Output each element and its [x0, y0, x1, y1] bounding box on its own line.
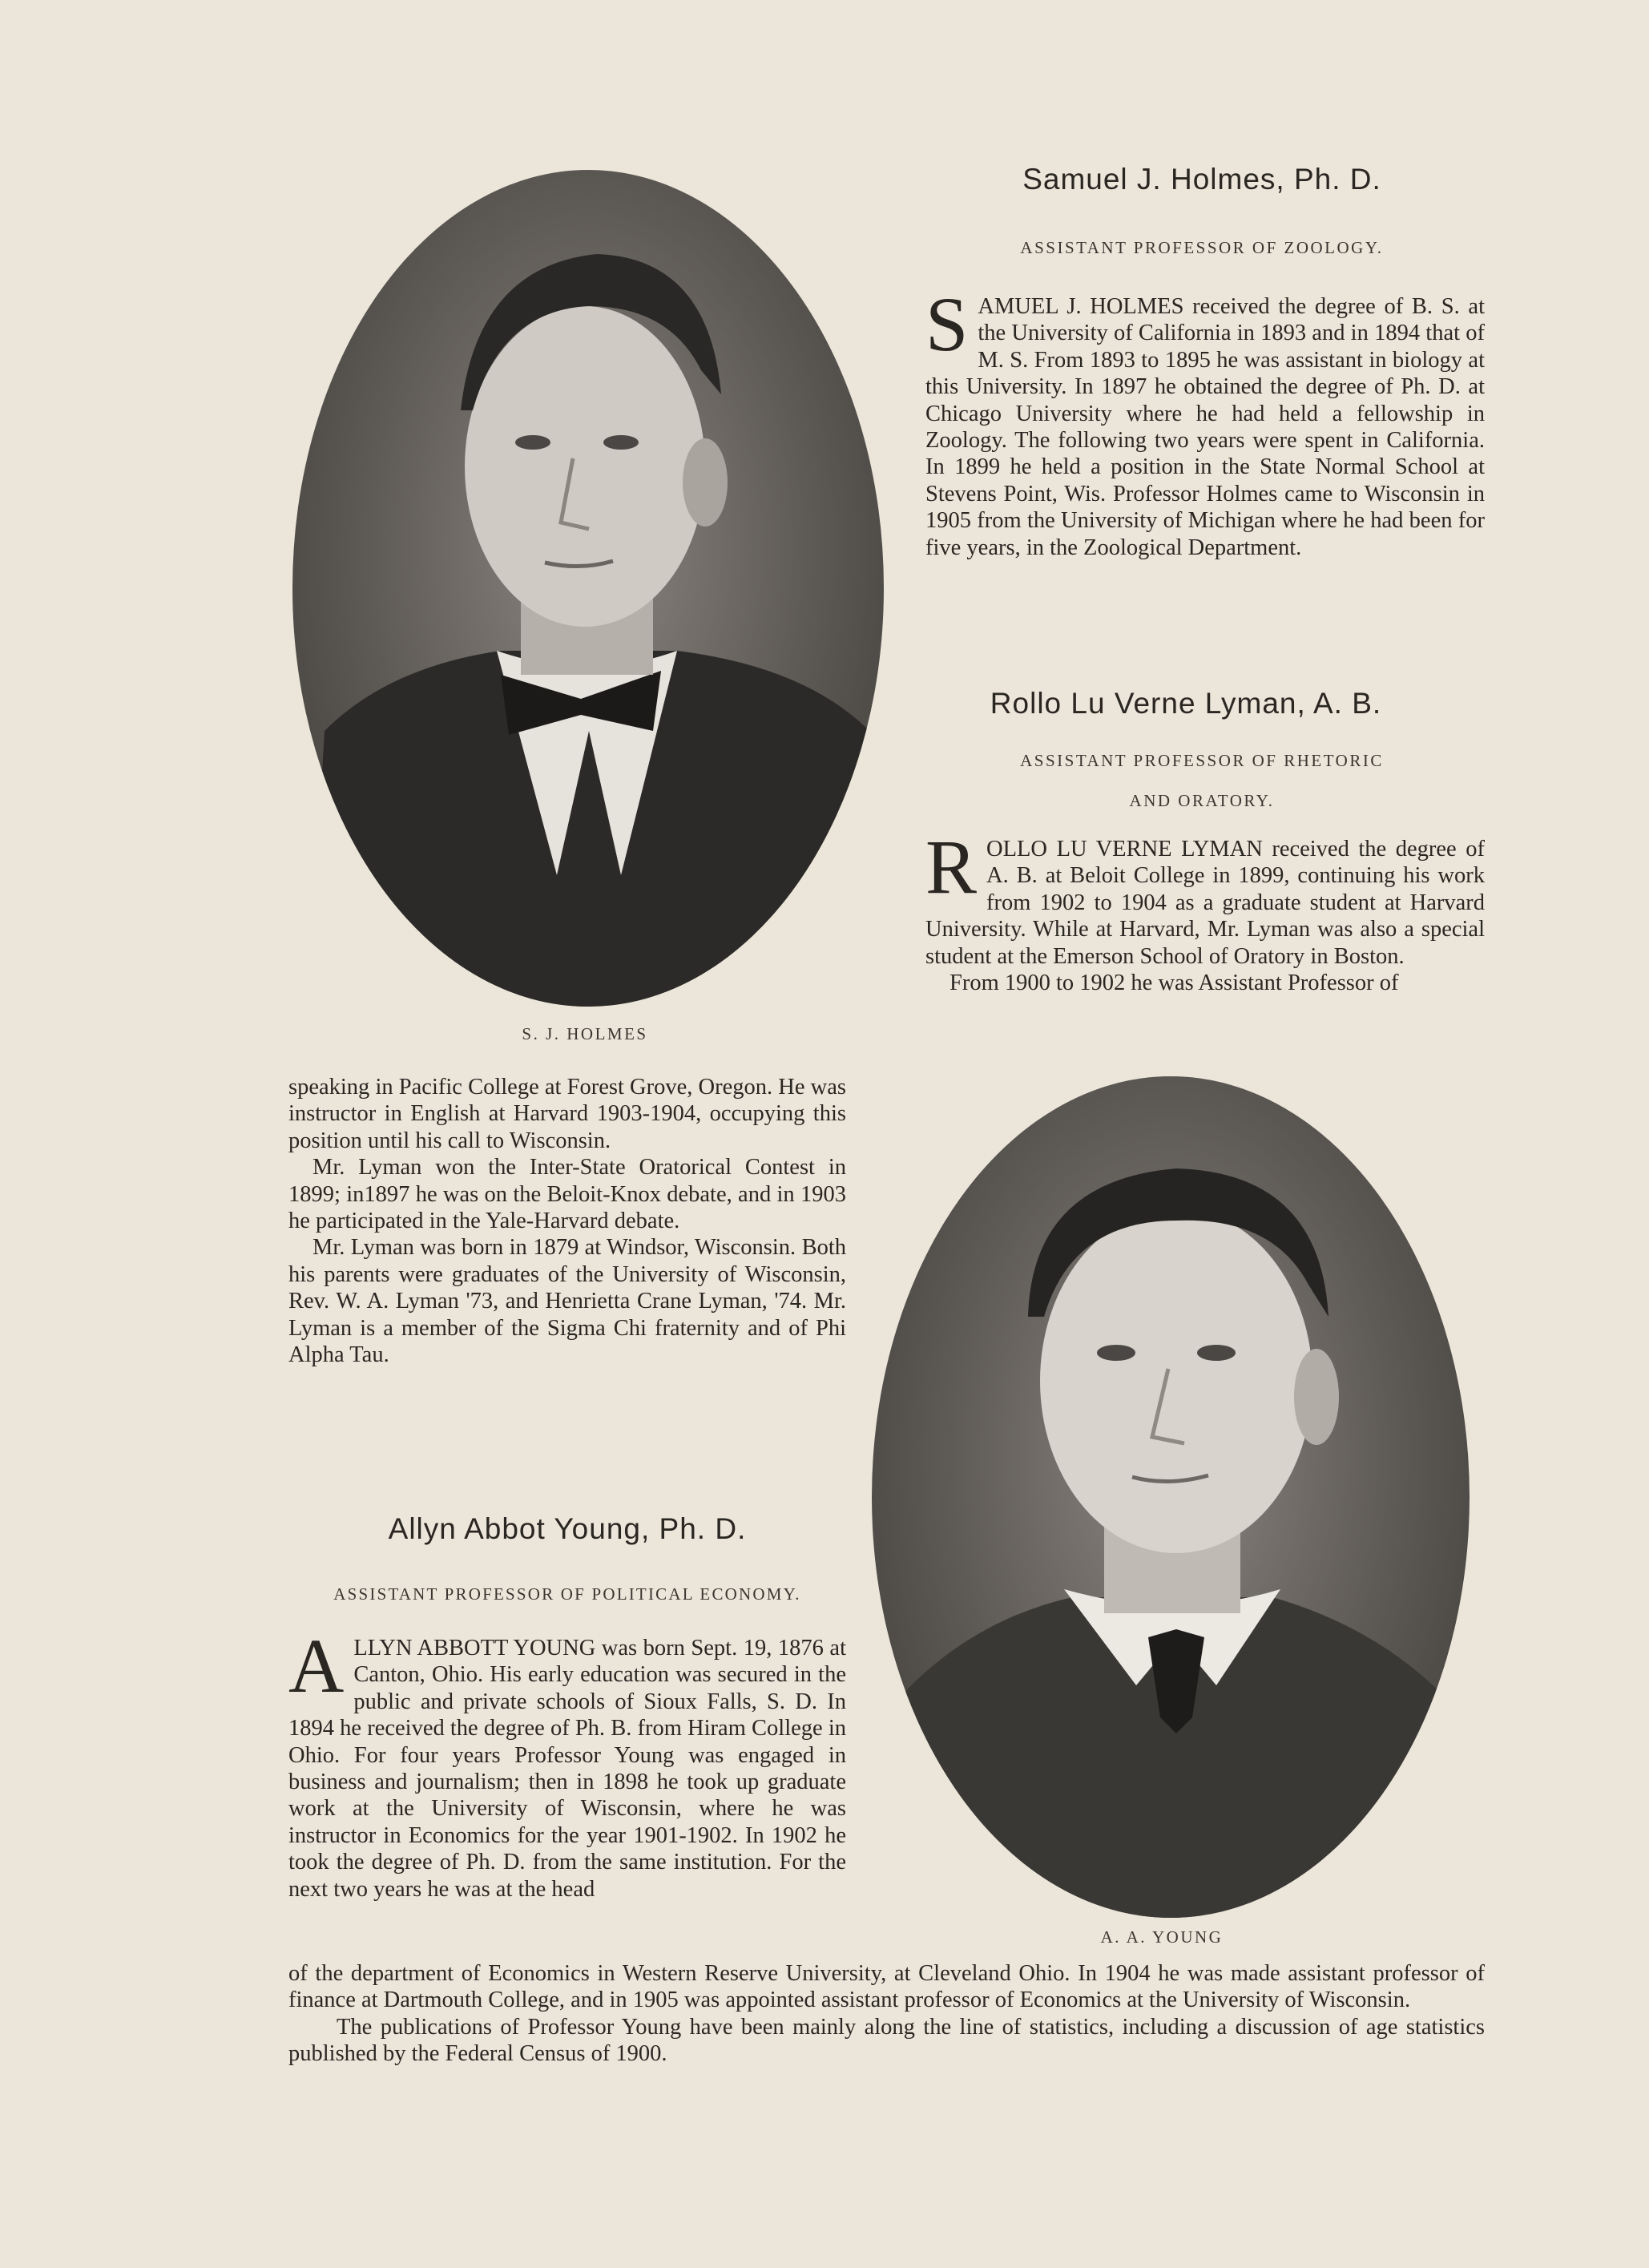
dropcap-lyman: R	[925, 824, 978, 910]
dropcap-holmes: S	[925, 281, 969, 367]
portrait-holmes-figure	[292, 170, 884, 1007]
paragraph-lyman-2: From 1900 to 1902 he was Assistant Professor of	[949, 971, 1399, 996]
portrait-young	[872, 1076, 1470, 1918]
paragraph-young-2: of the department of Economics in Western Reserve University, at Cleveland Ohio. In 1904 he was made assistant professor of finance at Dartmouth College, and in 1905 was appointed assistant professor of Economics at the University of Wisconsin.	[288, 1961, 1485, 2013]
text-lyman-1: OLLO LU VERNE LYMAN received the degree of A. B. at Beloit College in 1899, continuing his work from 1902 to 1904 as a graduate student at Harvard University. While at Harvard, Mr. Lyman was also a special student at the Emerson School of Oratory in Boston.	[925, 837, 1485, 969]
paragraph-holmes	[925, 281, 1485, 561]
heading-young: Allyn Abbot Young, Ph. D.	[388, 1512, 747, 1545]
body-young-continued	[288, 1960, 1485, 2068]
portrait-young-figure	[872, 1076, 1470, 1918]
body-young	[288, 1623, 846, 1903]
subhead-lyman-1: ASSISTANT PROFESSOR OF RHETORIC	[1020, 751, 1384, 770]
paragraph-lyman-5: Mr. Lyman was born in 1879 at Windsor, Wisconsin. Both his parents were graduates of the University of Wisconsin, Rev. W. A. Lyman '73, and Henrietta Crane Lyman, '74. Mr. Lyman is a member of the Sigma Chi fraternity and of Phi Alpha Tau.	[288, 1235, 846, 1368]
subhead-holmes: ASSISTANT PROFESSOR OF ZOOLOGY.	[1020, 238, 1384, 257]
text-holmes: AMUEL J. HOLMES received the degree of B. S. at the University of California in 1893 and in 1894 that of M. S. From 1893 to 1895 he was assistant in biology at this University. In 1897 he obtained the degree of Ph. D. at Chicago University where he had held a fellowship in Zoology. The following two years were spent in California. In 1899 he held a position in the State Normal School at Stevens Point, Wis. Professor Holmes came to Wisconsin in 1905 from the University of Michigan where he had been for five years, in the Zoological Department.	[925, 294, 1485, 560]
caption-young: A. A. YOUNG	[1100, 1927, 1224, 1947]
paragraph-lyman-1	[925, 824, 1485, 970]
body-holmes	[925, 281, 1485, 561]
paragraph-young-1	[288, 1623, 846, 1903]
paragraph-lyman-3: speaking in Pacific College at Forest Grove, Oregon. He was instructor in English at Harvard 1903-1904, occupying this position until his call to Wisconsin.	[288, 1075, 846, 1153]
heading-lyman: Rollo Lu Verne Lyman, A. B.	[990, 687, 1382, 720]
paragraph-lyman-4: Mr. Lyman won the Inter-State Oratorical Contest in 1899; in1897 he was on the Beloit-Knox debate, and in 1903 he participated in the Yale-Harvard debate.	[288, 1155, 846, 1234]
body-lyman-top	[925, 824, 1485, 996]
body-lyman-continued	[288, 1074, 846, 1368]
subhead-lyman-2: AND ORATORY.	[1129, 791, 1275, 810]
paragraph-young-3: The publications of Professor Young have been mainly along the line of statistics, including a discussion of age statistics published by the Federal Census of 1900.	[288, 2014, 1485, 2067]
heading-holmes: Samuel J. Holmes, Ph. D.	[1022, 163, 1381, 196]
portrait-holmes	[292, 170, 884, 1007]
subhead-young: ASSISTANT PROFESSOR OF POLITICAL ECONOMY.	[333, 1584, 801, 1604]
dropcap-young: A	[288, 1623, 345, 1709]
caption-holmes: S. J. HOLMES	[522, 1024, 648, 1043]
text-young-1: LLYN ABBOTT YOUNG was born Sept. 19, 1876 at Canton, Ohio. His early education was secured in the public and private schools of Sioux Falls, S. D. In 1894 he received the degree of Ph. B. from Hiram College in Ohio. For four years Professor Young was engaged in business and journalism; then in 1898 he took up graduate work at the University of Wisconsin, where he was instructor in Economics for the year 1901-1902. In 1902 he took the degree of Ph. D. from the same institution. For the next two years he was at the head	[288, 1636, 846, 1902]
